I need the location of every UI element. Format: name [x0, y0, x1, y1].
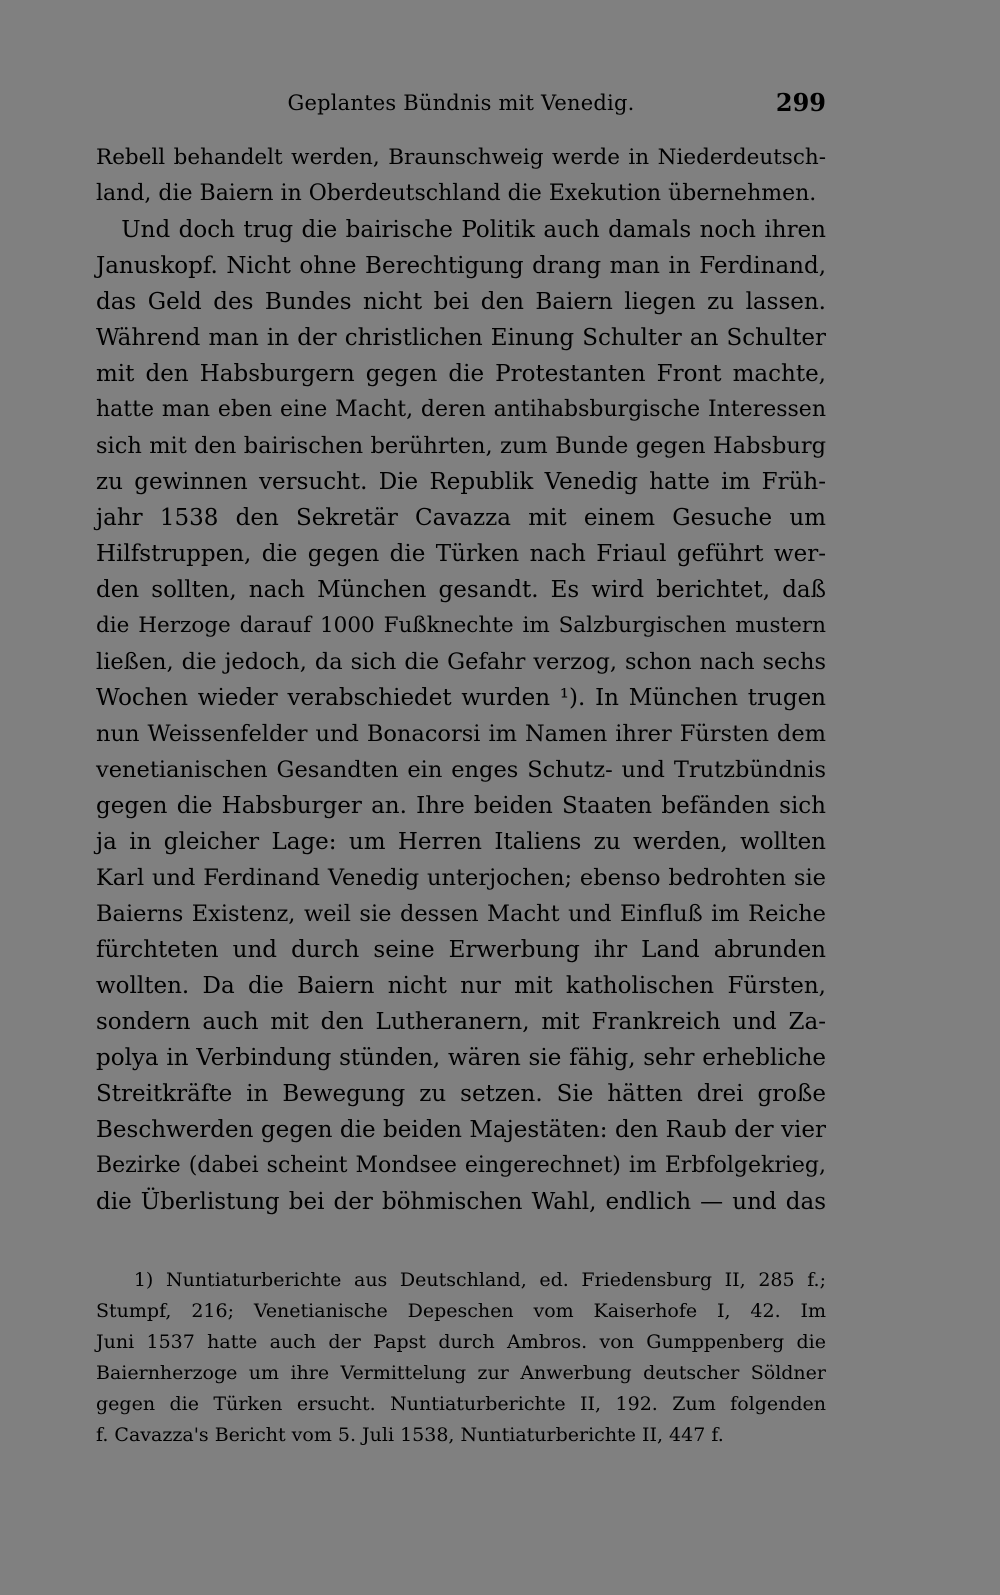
- text-line: Beschwerden gegen die beiden Majestäten: den Raub der vier: [96, 1117, 826, 1143]
- running-head: [96, 86, 826, 120]
- text-line: wollten. Da die Baiern nicht nur mit katholischen Fürsten,: [96, 973, 826, 999]
- footnote-line: gegen die Türken ersucht. Nuntiaturberichte II, 192. Zum folgenden: [96, 1393, 826, 1415]
- text-line: Streitkräfte in Bewegung zu setzen. Sie hätten drei große: [96, 1081, 826, 1107]
- footnote-line: Baiernherzoge um ihre Vermittelung zur Anwerbung deutscher Söldner: [96, 1362, 826, 1384]
- text-line: gegen die Habsburger an. Ihre beiden Staaten befänden sich: [96, 793, 826, 819]
- text-line: Bezirke (dabei scheint Mondsee eingerechnet) im Erbfolgekrieg,: [96, 1153, 826, 1178]
- text-line: polya in Verbindung stünden, wären sie fähig, sehr erhebliche: [96, 1045, 826, 1071]
- text-line: Und doch trug die bairische Politik auch damals noch ihren: [96, 217, 826, 243]
- text-line: Januskopf. Nicht ohne Berechtigung drang man in Ferdinand,: [96, 253, 826, 279]
- footnotes: [96, 1265, 826, 1451]
- text-line: das Geld des Bundes nicht bei den Baiern liegen zu lassen.: [96, 289, 826, 315]
- text-line: Rebell behandelt werden, Braunschweig werde in Niederdeutsch-: [96, 145, 826, 170]
- text-line: sondern auch mit den Lutheranern, mit Frankreich und Za-: [96, 1009, 826, 1035]
- text-line: Baierns Existenz, weil sie dessen Macht und Einfluß im Reiche: [96, 901, 826, 927]
- text-line: sich mit den bairischen berührten, zum Bunde gegen Habsburg: [96, 433, 826, 459]
- footnote-line: 1) Nuntiaturberichte aus Deutschland, ed. Friedensburg II, 285 f.;: [96, 1269, 826, 1291]
- text-line: Wochen wieder verabschiedet wurden ¹). In München trugen: [96, 685, 826, 711]
- footnote-line: f. Cavazza's Bericht vom 5. Juli 1538, Nuntiaturberichte II, 447 f.: [96, 1424, 724, 1446]
- text-line: land, die Baiern in Oberdeutschland die Exekution übernehmen.: [96, 181, 817, 206]
- running-title: Geplantes Bündnis mit Venedig.: [287, 91, 635, 115]
- text-line: ließen, die jedoch, da sich die Gefahr verzog, schon nach sechs: [96, 649, 826, 675]
- text-line: jahr 1538 den Sekretär Cavazza mit einem Gesuche um: [96, 505, 826, 531]
- text-line: die Herzoge darauf 1000 Fußknechte im Salzburgischen mustern: [96, 613, 826, 638]
- body-text: [96, 140, 826, 1220]
- text-line: venetianischen Gesandten ein enges Schutz- und Trutzbündnis: [96, 757, 826, 783]
- text-line: hatte man eben eine Macht, deren antihabsburgische Interessen: [96, 397, 826, 422]
- text-line: ja in gleicher Lage: um Herren Italiens zu werden, wollten: [96, 829, 826, 855]
- text-line: Während man in der christlichen Einung Schulter an Schulter: [96, 325, 826, 351]
- text-line: Hilfstruppen, die gegen die Türken nach Friaul geführt wer-: [96, 541, 826, 567]
- text-line: den sollten, nach München gesandt. Es wird berichtet, daß: [96, 577, 826, 603]
- text-line: zu gewinnen versucht. Die Republik Venedig hatte im Früh-: [96, 469, 826, 495]
- footnote-line: Juni 1537 hatte auch der Papst durch Ambros. von Gumppenberg die: [96, 1331, 826, 1353]
- text-line: fürchteten und durch seine Erwerbung ihr Land abrunden: [96, 937, 826, 963]
- text-line: mit den Habsburgern gegen die Protestanten Front machte,: [96, 361, 826, 387]
- page-number: 299: [775, 88, 826, 117]
- text-line: die Überlistung bei der böhmischen Wahl, endlich — und das: [96, 1189, 826, 1215]
- footnote-line: Stumpf, 216; Venetianische Depeschen vom Kaiserhofe I, 42. Im: [96, 1300, 826, 1322]
- text-line: Karl und Ferdinand Venedig unterjochen; ebenso bedrohten sie: [96, 865, 826, 891]
- text-line: nun Weissenfelder und Bonacorsi im Namen ihrer Fürsten dem: [96, 721, 826, 747]
